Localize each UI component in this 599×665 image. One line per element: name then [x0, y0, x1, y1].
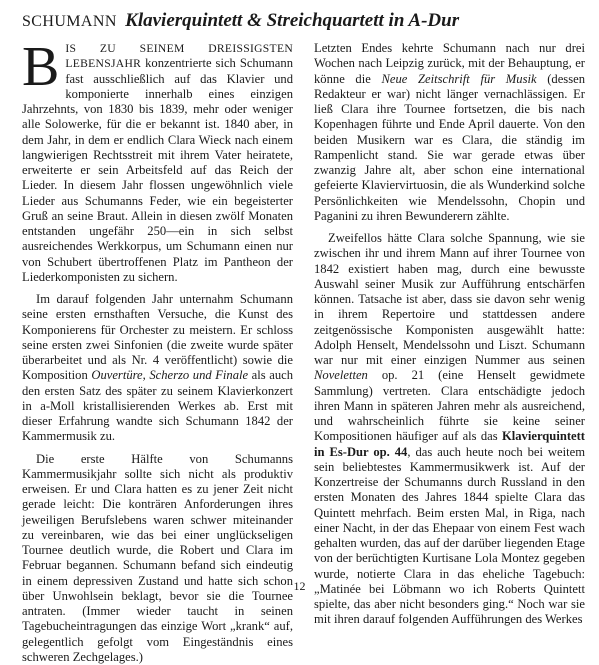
paragraph: [314, 41, 585, 224]
opening-smallcaps: IS ZU SEINEM DREISSIGSTEN LEBENSJAHR: [65, 42, 293, 70]
paragraph: [22, 452, 293, 665]
page-header: [22, 8, 582, 34]
paragraph-text: Die erste Hälfte von Schumanns Kammermusikjahr sollte sich nicht als produktiv erweisen. Er und Clara hatten es zu jener Zeit nicht gerade leicht: Die konträren Anforderungen ihres jeweiligen Berufslebens waren schwer miteinander zu vereinbaren, wie das bei einer unglückseligen Tournee deutlich wurde, die Robert und Clara im Februar begannen. Schumann befand sich eindeutig in einem depressiven Zustand und hatte sich schon über Unwohlsein beklagt, bevor sie die Tournee antraten. (Immer wieder taucht in seinen Tagebucheintragungen das einzige Wort „krank“ auf, gelegentlich gefolgt vom Eingeständnis eines schweren Zechgelages.): [22, 452, 293, 664]
journal-reference: Neue Zeitschrift für Musik: [381, 72, 536, 86]
left-column: [22, 41, 293, 665]
work-title: Klavierquintett & Streichquartett in A-Dur: [125, 10, 459, 31]
highlighted-work: Klavierquintett in Es-Dur op. 44: [314, 429, 585, 458]
paragraph-text: konzentrierte sich Schumann fast ausschließlich auf das Klavier und komponierte innerhalb eines einzigen Jahrzehnts, von 1830 bis 1839, mehr oder weniger alle Solowerke, für die er bekannt ist. 1840 aber, in dem Jahr, in dem er endlich Clara Wieck nach einem langwierigen Rechtsstreit mit ihrem Vater heiratete, erweiterte er sein Arbeitsfeld auf das Reich der Lieder. In diesem Jahr flossen ungewöhnlich viele Lieder aus Schumanns Feder, wie ein begeisterter Gruß an seine Braut. Allein in diesen zwölf Monaten entstanden ungefähr 250—ein in sich selbst ausreichendes Werkkorpus, um Schumann einen nur von Schubert übertroffenen Platz im Pantheon der Liederkomponisten zu sichern.: [22, 56, 293, 284]
composer-name: SCHUMANN: [22, 13, 117, 30]
paragraph-text: , das auch heute noch bei weitem sein beliebtestes Kammermusikwerk ist. Auf der Konzertreise der Schumanns durch Russland in den ersten Monaten des Jahres 1844 spielte Clara das Quintett mehrfach. Beim ersten Mal, in Riga, nach einer Nacht, in der das Ehepaar von einem Fest wach gehalten wurden, das auf der darüber liegenden Etage von der berüchtigten Kurtisane Lola Montez gegeben wurde, notierte Clara in das eheliche Tagebuch: „Matinée bei Löbmann wo ich Roberts Quintett spielte, das aber nicht besonders ging.“ Noch war sie mit ihren darauf folgenden Aufführungen des Werkes: [314, 445, 585, 627]
paragraph-text: Im darauf folgenden Jahr unternahm Schumann seine ersten ernsthaften Versuche, die Kunst des Komponierens für Orchester zu meistern. Er schloss seine ersten zwei Sinfonien (die zweite wurde später überarbeitet und als Nr. 4 veröffentlicht) sowie die Komposition: [22, 292, 293, 382]
work-reference: Ouvertüre, Scherzo und Finale: [91, 368, 248, 382]
paragraph: [22, 292, 293, 445]
paragraph-text: als auch den ersten Satz des später zu seinem Klavierkonzert in a-Moll kristallisierenden Werkes ab. Erst mit dieser Erfahrung wandte sich Schumann 1842 der Kammermusik zu.: [22, 368, 293, 443]
paragraph-text: (dessen Redakteur er war) nicht länger vernachlässigen. Er ließ Clara ihre Tournee fortsetzen, die bis nach Kopenhagen führte und Ende April dauerte. Von den beiden Musikern war es Clara, die ständig im Rampenlicht stand. Sie war gerade etwas über zwanzig Jahre alt, aber schon eine international gefeierte Klaviervirtuosin, die als Wunderkind solche Persönlichkeiten wie Mendelssohn, Chopin und Paganini zu ihren Bewunderern zählte.: [314, 72, 585, 223]
paragraph: [22, 41, 293, 285]
paragraph: [314, 231, 585, 628]
paragraph-text: Letzten Endes kehrte Schumann nach nur drei Wochen nach Leipzig zurück, mit der Behauptung, er könne die: [314, 41, 585, 86]
drop-cap: B: [22, 43, 59, 91]
right-column: [314, 41, 585, 628]
paragraph-text: Zweifellos hätte Clara solche Spannung, wie sie zwischen ihr und ihrem Mann auf ihrer Tournee von 1842 existiert haben mag, durch eine bewusste Auswahl seiner Musik zur Aufführung entschärfen können. Tatsache ist aber, dass sie davon sehr wenig in ihrem Repertoire und stattdessen andere zeitgenössische Komponisten ausgewählt hatte: Adolph Henselt, Mendelssohn und Liszt. Schumann war nur mit einer einzigen Nummer aus seinen: [314, 231, 585, 367]
paragraph-text: op. 21 (eine Henselt gewidmete Sammlung) vertreten. Clara entschädigte jedoch ihren Mann in späteren Jahren mehr als ausreichend, und wahrscheinlich führte sie keine seiner Kompositionen häufiger auf als das: [314, 368, 585, 443]
work-reference: Noveletten: [314, 368, 368, 382]
page-number: 12: [0, 579, 599, 594]
